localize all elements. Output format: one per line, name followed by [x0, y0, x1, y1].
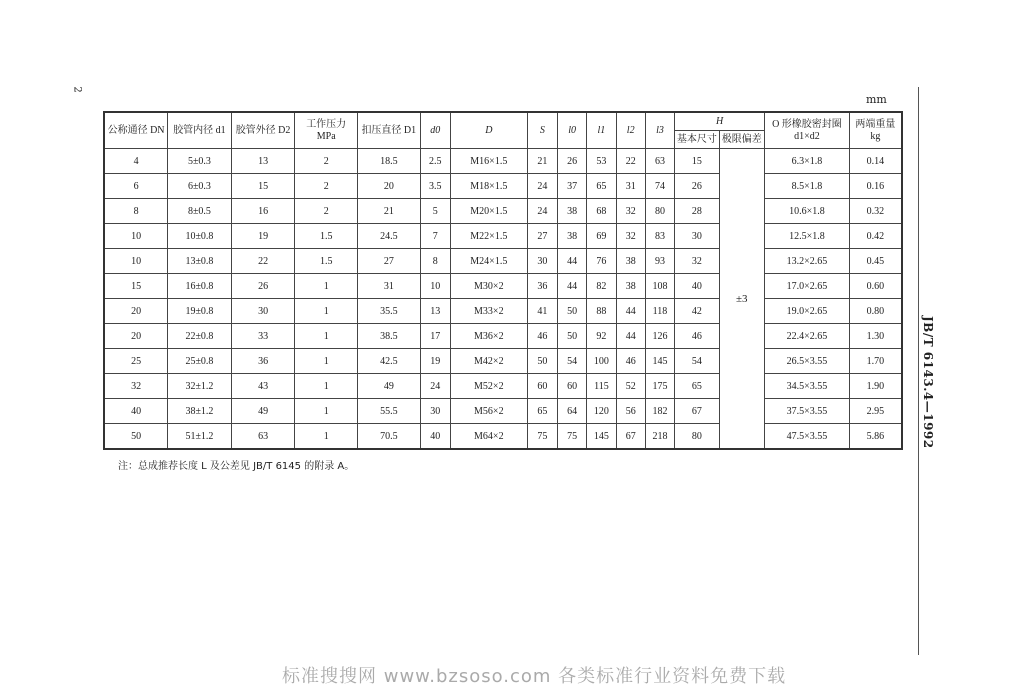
cell-l2: 32 — [616, 199, 645, 224]
cell-oring: 12.5×1.8 — [765, 224, 850, 249]
cell-oring: 17.0×2.65 — [765, 274, 850, 299]
cell-p: 2 — [295, 149, 358, 174]
cell-l1: 145 — [587, 424, 616, 450]
cell-D: M56×2 — [450, 399, 527, 424]
cell-oring: 19.0×2.65 — [765, 299, 850, 324]
cell-oring: 13.2×2.65 — [765, 249, 850, 274]
cell-id: 25±0.8 — [168, 349, 232, 374]
cell-l1: 53 — [587, 149, 616, 174]
cell-p: 1 — [295, 324, 358, 349]
cell-S: 36 — [527, 274, 557, 299]
cell-l1: 120 — [587, 399, 616, 424]
cell-l0: 64 — [557, 399, 586, 424]
cell-dc: 27 — [358, 249, 421, 274]
cell-l2: 44 — [616, 324, 645, 349]
table-row — [104, 324, 902, 349]
cell-l2: 32 — [616, 224, 645, 249]
cell-w: 0.60 — [849, 274, 902, 299]
cell-l3: 63 — [645, 149, 674, 174]
cell-d0: 17 — [420, 324, 450, 349]
cell-l1: 68 — [587, 199, 616, 224]
table-row — [104, 199, 902, 224]
cell-dn: 10 — [104, 249, 168, 274]
cell-D: M24×1.5 — [450, 249, 527, 274]
cell-l2: 56 — [616, 399, 645, 424]
cell-id: 5±0.3 — [168, 149, 232, 174]
cell-D: M22×1.5 — [450, 224, 527, 249]
cell-D: M52×2 — [450, 374, 527, 399]
cell-dn: 8 — [104, 199, 168, 224]
cell-id: 6±0.3 — [168, 174, 232, 199]
cell-w: 2.95 — [849, 399, 902, 424]
cell-id: 13±0.8 — [168, 249, 232, 274]
cell-l1: 88 — [587, 299, 616, 324]
cell-od: 33 — [231, 324, 295, 349]
cell-od: 15 — [231, 174, 295, 199]
cell-w: 0.80 — [849, 299, 902, 324]
cell-dn: 20 — [104, 299, 168, 324]
cell-l1: 100 — [587, 349, 616, 374]
cell-l3: 93 — [645, 249, 674, 274]
cell-l1: 69 — [587, 224, 616, 249]
header-hose-od: 胶管外径 D2 — [231, 112, 295, 149]
cell-H: 54 — [675, 349, 719, 374]
cell-l1: 92 — [587, 324, 616, 349]
header-H: H — [675, 112, 765, 131]
cell-dc: 42.5 — [358, 349, 421, 374]
cell-D: M30×2 — [450, 274, 527, 299]
cell-id: 51±1.2 — [168, 424, 232, 450]
cell-l1: 115 — [587, 374, 616, 399]
cell-id: 19±0.8 — [168, 299, 232, 324]
table-row — [104, 274, 902, 299]
cell-p: 1 — [295, 399, 358, 424]
cell-H: 42 — [675, 299, 719, 324]
header-weight-label: 两端重量 — [855, 118, 896, 130]
cell-p: 1.5 — [295, 224, 358, 249]
cell-D: M64×2 — [450, 424, 527, 450]
cell-dn: 20 — [104, 324, 168, 349]
cell-dc: 49 — [358, 374, 421, 399]
cell-H: 80 — [675, 424, 719, 450]
table-row — [104, 299, 902, 324]
table-row — [104, 174, 902, 199]
cell-d0: 10 — [420, 274, 450, 299]
cell-d0: 19 — [420, 349, 450, 374]
cell-od: 22 — [231, 249, 295, 274]
cell-dc: 38.5 — [358, 324, 421, 349]
cell-S: 27 — [527, 224, 557, 249]
cell-oring: 22.4×2.65 — [765, 324, 850, 349]
header-pressure-unit: MPa — [316, 130, 336, 142]
cell-id: 16±0.8 — [168, 274, 232, 299]
cell-l0: 75 — [557, 424, 586, 450]
cell-dc: 55.5 — [358, 399, 421, 424]
cell-w: 1.70 — [849, 349, 902, 374]
header-oring-label: O 形橡胶密封圈 — [772, 118, 842, 130]
right-margin-rule — [918, 87, 919, 655]
cell-oring: 6.3×1.8 — [765, 149, 850, 174]
cell-l2: 52 — [616, 374, 645, 399]
cell-l2: 22 — [616, 149, 645, 174]
cell-D: M33×2 — [450, 299, 527, 324]
header-l2: l2 — [616, 112, 645, 149]
cell-id: 10±0.8 — [168, 224, 232, 249]
cell-S: 60 — [527, 374, 557, 399]
cell-H: 15 — [675, 149, 719, 174]
cell-w: 0.32 — [849, 199, 902, 224]
header-oring — [765, 112, 850, 149]
cell-l1: 82 — [587, 274, 616, 299]
cell-od: 63 — [231, 424, 295, 450]
cell-l3: 83 — [645, 224, 674, 249]
cell-l3: 74 — [645, 174, 674, 199]
cell-p: 1 — [295, 274, 358, 299]
cell-dc: 24.5 — [358, 224, 421, 249]
header-D: D — [450, 112, 527, 149]
cell-id: 8±0.5 — [168, 199, 232, 224]
header-d0: d0 — [420, 112, 450, 149]
cell-l2: 31 — [616, 174, 645, 199]
cell-D: M42×2 — [450, 349, 527, 374]
cell-l3: 218 — [645, 424, 674, 450]
cell-l0: 44 — [557, 274, 586, 299]
header-weight-unit: kg — [870, 130, 881, 142]
table-row — [104, 349, 902, 374]
header-pressure — [295, 112, 358, 149]
header-pressure-label: 工作压力 — [306, 118, 347, 130]
cell-dc: 18.5 — [358, 149, 421, 174]
cell-S: 50 — [527, 349, 557, 374]
cell-d0: 24 — [420, 374, 450, 399]
header-crimp-dia: 扣压直径 D1 — [358, 112, 421, 149]
cell-p: 1 — [295, 374, 358, 399]
header-oring-sub: d1×d2 — [794, 130, 820, 142]
cell-w: 5.86 — [849, 424, 902, 450]
cell-w: 0.45 — [849, 249, 902, 274]
cell-w: 0.16 — [849, 174, 902, 199]
header-hose-id: 胶管内径 d1 — [168, 112, 232, 149]
cell-l0: 37 — [557, 174, 586, 199]
cell-od: 16 — [231, 199, 295, 224]
cell-od: 36 — [231, 349, 295, 374]
cell-oring: 47.5×3.55 — [765, 424, 850, 450]
cell-od: 19 — [231, 224, 295, 249]
cell-dc: 21 — [358, 199, 421, 224]
cell-S: 24 — [527, 199, 557, 224]
cell-od: 43 — [231, 374, 295, 399]
cell-S: 46 — [527, 324, 557, 349]
cell-d0: 5 — [420, 199, 450, 224]
cell-l3: 182 — [645, 399, 674, 424]
standard-number: JB/T 6143.4—1992 — [921, 316, 935, 449]
cell-d0: 3.5 — [420, 174, 450, 199]
cell-oring: 26.5×3.55 — [765, 349, 850, 374]
cell-dn: 25 — [104, 349, 168, 374]
cell-d0: 13 — [420, 299, 450, 324]
header-l0: l0 — [557, 112, 586, 149]
cell-l0: 44 — [557, 249, 586, 274]
cell-l2: 67 — [616, 424, 645, 450]
cell-dn: 4 — [104, 149, 168, 174]
cell-S: 75 — [527, 424, 557, 450]
cell-w: 0.42 — [849, 224, 902, 249]
cell-l2: 46 — [616, 349, 645, 374]
cell-l0: 60 — [557, 374, 586, 399]
header-l1: l1 — [587, 112, 616, 149]
cell-d0: 7 — [420, 224, 450, 249]
cell-H: 65 — [675, 374, 719, 399]
table-note: 注：总成推荐长度 L 及公差见 JB/T 6145 的附录 A。 — [118, 461, 355, 472]
cell-l3: 118 — [645, 299, 674, 324]
unit-label: mm — [866, 93, 887, 106]
cell-S: 21 — [527, 149, 557, 174]
cell-S: 41 — [527, 299, 557, 324]
spec-table — [103, 111, 903, 450]
cell-D: M20×1.5 — [450, 199, 527, 224]
cell-l0: 38 — [557, 199, 586, 224]
cell-l2: 38 — [616, 274, 645, 299]
cell-oring: 34.5×3.55 — [765, 374, 850, 399]
cell-dn: 6 — [104, 174, 168, 199]
cell-l0: 50 — [557, 299, 586, 324]
cell-w: 1.90 — [849, 374, 902, 399]
cell-l0: 50 — [557, 324, 586, 349]
table-row — [104, 374, 902, 399]
cell-l3: 145 — [645, 349, 674, 374]
table-row — [104, 149, 902, 174]
cell-H: 46 — [675, 324, 719, 349]
cell-l3: 108 — [645, 274, 674, 299]
cell-dn: 15 — [104, 274, 168, 299]
cell-d0: 8 — [420, 249, 450, 274]
cell-oring: 8.5×1.8 — [765, 174, 850, 199]
cell-H: 40 — [675, 274, 719, 299]
cell-od: 13 — [231, 149, 295, 174]
cell-H-tolerance: ±3 — [719, 149, 764, 450]
cell-H: 28 — [675, 199, 719, 224]
cell-d0: 30 — [420, 399, 450, 424]
cell-od: 49 — [231, 399, 295, 424]
table-row — [104, 224, 902, 249]
cell-l3: 175 — [645, 374, 674, 399]
cell-l3: 80 — [645, 199, 674, 224]
header-l3: l3 — [645, 112, 674, 149]
cell-dc: 20 — [358, 174, 421, 199]
cell-dc: 35.5 — [358, 299, 421, 324]
cell-dn: 40 — [104, 399, 168, 424]
cell-dc: 70.5 — [358, 424, 421, 450]
cell-l0: 38 — [557, 224, 586, 249]
cell-dn: 50 — [104, 424, 168, 450]
cell-l1: 65 — [587, 174, 616, 199]
cell-D: M18×1.5 — [450, 174, 527, 199]
cell-S: 65 — [527, 399, 557, 424]
cell-d0: 2.5 — [420, 149, 450, 174]
table-row — [104, 424, 902, 450]
cell-D: M36×2 — [450, 324, 527, 349]
cell-d0: 40 — [420, 424, 450, 450]
cell-S: 30 — [527, 249, 557, 274]
cell-l2: 44 — [616, 299, 645, 324]
cell-id: 32±1.2 — [168, 374, 232, 399]
cell-dn: 10 — [104, 224, 168, 249]
cell-l2: 38 — [616, 249, 645, 274]
cell-w: 0.14 — [849, 149, 902, 174]
cell-p: 2 — [295, 174, 358, 199]
cell-H: 26 — [675, 174, 719, 199]
cell-p: 1 — [295, 349, 358, 374]
table-row — [104, 249, 902, 274]
cell-D: M16×1.5 — [450, 149, 527, 174]
table-body — [104, 149, 902, 450]
header-nominal-dn: 公称通径 DN — [104, 112, 168, 149]
header-H-tol: 极限偏差 — [719, 131, 764, 149]
cell-w: 1.30 — [849, 324, 902, 349]
cell-S: 24 — [527, 174, 557, 199]
cell-H: 32 — [675, 249, 719, 274]
cell-dc: 31 — [358, 274, 421, 299]
cell-id: 38±1.2 — [168, 399, 232, 424]
header-S: S — [527, 112, 557, 149]
cell-od: 26 — [231, 274, 295, 299]
watermark-text: 标准搜搜网 www.bzsoso.com 各类标准行业资料免费下载 — [282, 666, 787, 687]
cell-H: 30 — [675, 224, 719, 249]
cell-l0: 26 — [557, 149, 586, 174]
cell-l3: 126 — [645, 324, 674, 349]
header-weight — [849, 112, 902, 149]
cell-dn: 32 — [104, 374, 168, 399]
cell-H: 67 — [675, 399, 719, 424]
page-number: 2 — [71, 86, 83, 93]
header-H-basic: 基本尺寸 — [675, 131, 719, 149]
cell-p: 1 — [295, 424, 358, 450]
cell-od: 30 — [231, 299, 295, 324]
cell-l0: 54 — [557, 349, 586, 374]
cell-id: 22±0.8 — [168, 324, 232, 349]
cell-l1: 76 — [587, 249, 616, 274]
cell-p: 2 — [295, 199, 358, 224]
cell-p: 1 — [295, 299, 358, 324]
cell-oring: 37.5×3.55 — [765, 399, 850, 424]
cell-p: 1.5 — [295, 249, 358, 274]
table-row — [104, 399, 902, 424]
cell-oring: 10.6×1.8 — [765, 199, 850, 224]
